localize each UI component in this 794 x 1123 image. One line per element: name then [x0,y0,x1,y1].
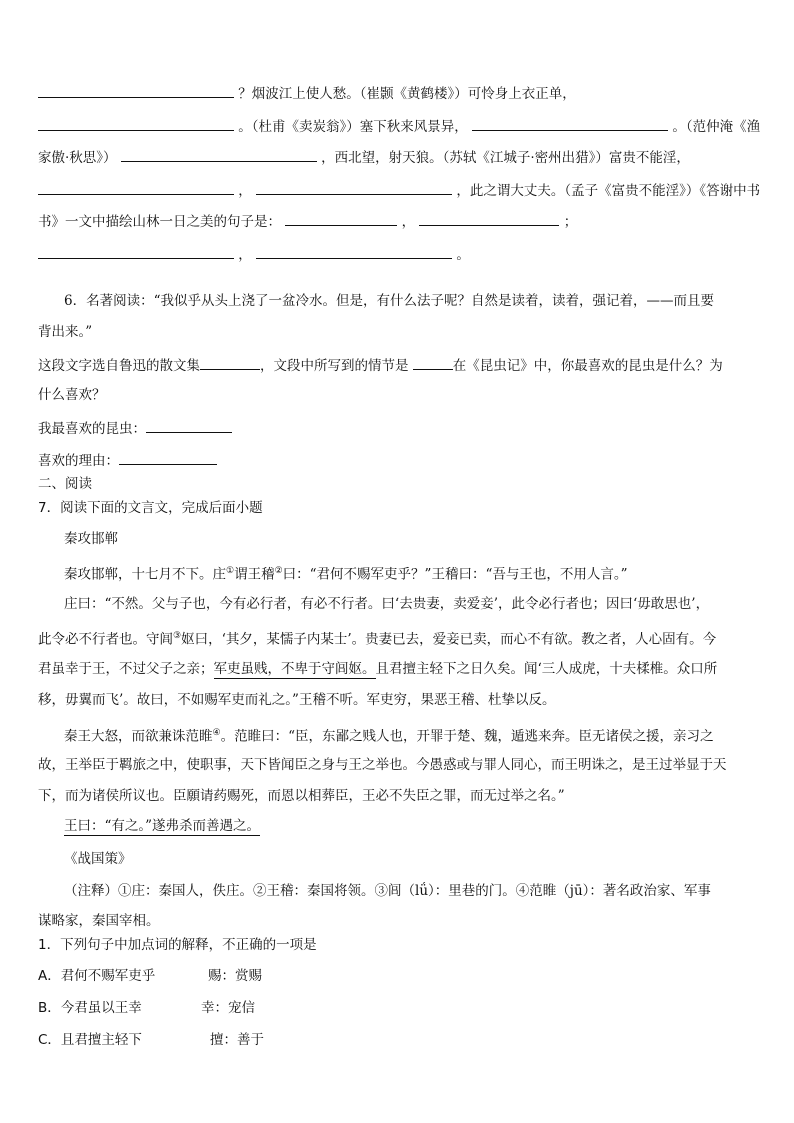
passage-line: 故，王举臣于羁旅之中，使职事，天下皆闻臣之身与王之举也。今愚惑或与罪人同心，而王明诛之，是王过举显于天 [38,757,727,773]
poem-line-6 [38,243,758,265]
answer-blank[interactable] [119,449,217,465]
option-c[interactable] [38,1030,758,1050]
answer-blank[interactable] [256,243,452,259]
passage-line: 移，毋翼而飞’。故曰，不如赐军吏而礼之。”王稽不听。军吏穷，果恶王稽、杜挚以反。 [38,692,556,708]
answer-blank[interactable] [38,115,234,131]
poem-line-5 [38,210,758,232]
option-label: A．君何不赐军吏乎 [38,968,156,984]
q6-text: 这段文字选自鲁迅的散文集 [38,358,200,374]
passage-line [64,561,758,585]
passage-text: 君虽幸于王，不过父子之亲； [38,661,214,677]
section-heading: 二、阅读 [38,476,92,492]
poem-text: ，西北望，射天狼。（苏轼《江城子·密州出猎》）富贵不能淫， [321,150,690,166]
q6-line-3 [38,354,758,376]
poem-line-2 [38,115,761,137]
poem-text: ， [238,247,252,263]
q6-line-2: 背出来。” [38,324,93,340]
answer-blank[interactable] [200,354,260,370]
poem-line-1 [38,82,758,104]
passage-text: 谓王稽 [234,566,275,583]
annotation-line: （注释）①庄：秦国人，佚庄。②王稽：秦国将领。③闾（lǘ）：里巷的门。④范睢（jū）：著名政治家、军事 [64,883,711,899]
answer-blank[interactable] [38,82,234,98]
poem-text: 。（范仲淹《渔 [672,119,761,135]
option-b[interactable] [38,998,758,1018]
answer-blank[interactable] [38,179,234,195]
passage-line: 下，而为诸侯所议也。臣願请药赐死，而恩以相葬臣，王必不失臣之罪，而无过举之名。” [38,788,565,804]
q6-line-6 [38,449,758,471]
passage-text: 此令必不行者也。守闾 [38,631,173,648]
answer-blank[interactable] [38,243,234,259]
q6-text: 我最喜欢的昆虫： [38,421,146,437]
poem-text: ，此之谓大丈夫。（孟子《富贵不能淫》）《答谢中书 [456,183,761,199]
poem-text: ？烟波江上使人愁。（崔颢《黄鹤楼》）可怜身上衣正单， [238,86,576,102]
answer-blank[interactable] [256,179,452,195]
answer-blank[interactable] [413,354,453,370]
answer-blank[interactable] [285,210,397,226]
poem-text: 书》一文中描绘山林一日之美的句子是： [38,214,281,230]
footnote-marker: ② [274,566,283,576]
passage-line [64,723,758,747]
underlined-sentence: 军吏虽贱，不卑于守闾妪。 [213,661,376,677]
underlined-sentence: 王曰：“有之。”遂弗杀而善遇之。 [64,818,261,834]
q6-line-5 [38,417,758,439]
q7-intro: 7．阅读下面的文言文，完成后面小题 [38,500,263,516]
passage-line [38,626,758,650]
footnote-marker: ④ [212,728,221,738]
passage-text: 曰：“君何不赐军吏乎？”王稽曰：“吾与王也，不用人言。” [282,566,628,583]
option-definition: 擅：善于 [210,1032,264,1048]
q6-line-1: 6．名著阅读：“我似乎从头上浇了一盆冷水。但是，有什么法子呢？自然是读着，读着，强记着，——而且要 [64,293,714,309]
poem-text: 。（杜甫《卖炭翁》）塞下秋来风景异， [238,119,468,135]
answer-blank[interactable] [472,115,668,131]
passage-text: 秦攻邯郸，十七月不下。庄 [64,566,226,583]
passage-line [64,816,758,836]
passage-source: 《战国策》 [64,851,132,867]
passage-text: 秦王大怒，而欲兼诛范睢 [64,728,213,745]
poem-line-3 [38,146,758,168]
passage-title: 秦攻邯郸 [64,531,118,547]
answer-blank[interactable] [121,146,317,162]
passage-line: 庄曰：“不然。父与子也，今有必行者，有必不行者。曰‘去贵妻，卖爱妾’，此令必行者也；因曰‘毋敢思也’， [64,596,710,612]
q6-text: 喜欢的理由： [38,453,119,469]
q6-text: ，文段中所写到的情节是 [260,358,409,374]
q6-line-4: 什么喜欢？ [38,387,106,403]
passage-text: 且君擅主轻下之日久矣。闻‘三人成虎，十夫楺椎。众口所 [375,661,718,677]
passage-line [38,659,758,679]
poem-text: ； [563,214,578,230]
option-definition: 赐：赏赐 [208,968,262,984]
footnote-marker: ③ [173,631,182,641]
passage-text: 。范睢曰：“臣，东鄙之贱人也，开罪于楚、魏，遁逃来奔。臣无诸侯之援，亲习之 [220,728,714,745]
passage-text: 妪曰，‘其夕，某懦子内某士’。贵妻已去，爱妾已卖，而心不有欲。教之者，人心固有。今 [181,631,717,648]
poem-line-4 [38,179,761,201]
annotation-line: 谋略家，秦国宰相。 [38,913,160,929]
option-a[interactable] [38,966,758,986]
q6-text: 在《昆虫记》中，你最喜欢的昆虫是什么？为 [452,358,723,374]
poem-text: 家傲·秋思》） [38,150,117,166]
sub-question-stem: 1．下列句子中加点词的解释，不正确的一项是 [38,937,317,953]
option-label: B．今君虽以王幸 [38,1000,142,1016]
poem-text: 。 [456,247,470,263]
answer-blank[interactable] [419,210,559,226]
poem-text: ， [401,214,416,230]
option-definition: 幸：宠信 [201,1000,255,1016]
footnote-marker: ① [226,566,235,576]
option-label: C．且君擅主轻下 [38,1032,142,1048]
poem-text: ， [238,183,252,199]
answer-blank[interactable] [146,417,232,433]
